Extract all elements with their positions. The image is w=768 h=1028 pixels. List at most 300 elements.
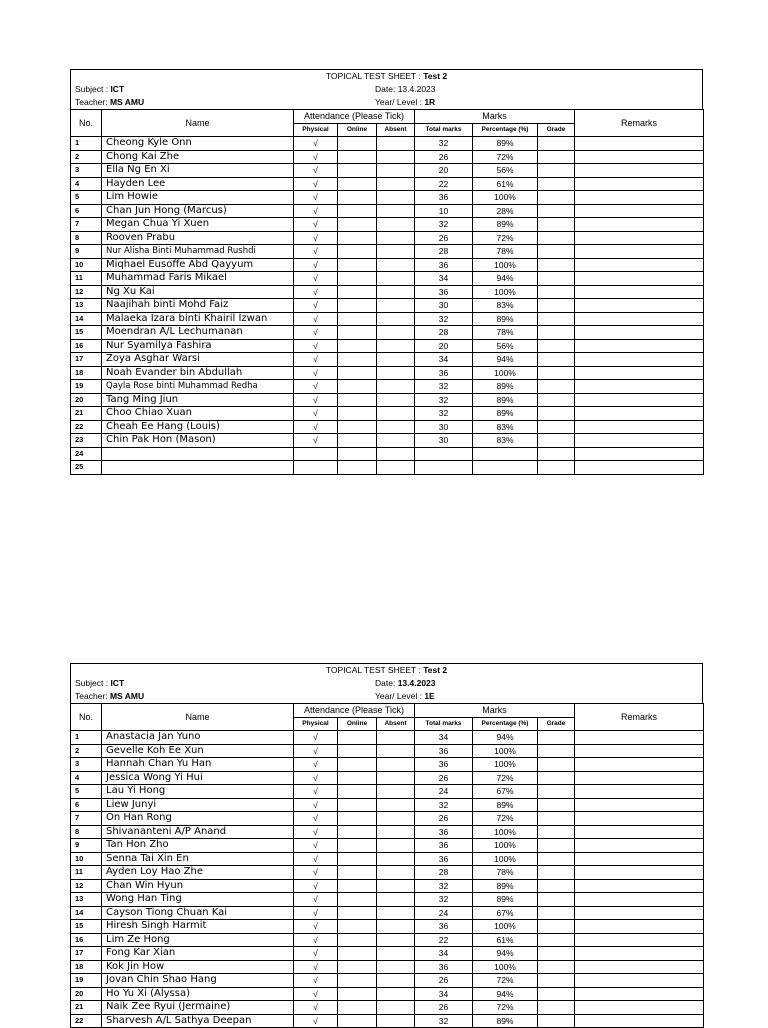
absent-cell[interactable]: [377, 866, 415, 880]
physical-tick[interactable]: √: [294, 731, 338, 745]
physical-tick[interactable]: √: [294, 947, 338, 961]
grade-cell[interactable]: [538, 299, 575, 313]
remarks-cell[interactable]: [575, 231, 704, 245]
student-name[interactable]: Muhammad Faris Mikael: [102, 272, 294, 286]
total-marks-cell[interactable]: 32: [415, 1014, 473, 1028]
total-marks-cell[interactable]: 26: [415, 1001, 473, 1015]
physical-tick[interactable]: √: [294, 933, 338, 947]
online-cell[interactable]: [338, 231, 377, 245]
online-cell[interactable]: [338, 744, 377, 758]
absent-cell[interactable]: [377, 299, 415, 313]
absent-cell[interactable]: [377, 825, 415, 839]
absent-cell[interactable]: [377, 312, 415, 326]
percentage-cell[interactable]: 72%: [473, 1001, 538, 1015]
absent-cell[interactable]: [377, 447, 415, 461]
physical-tick[interactable]: √: [294, 407, 338, 421]
absent-cell[interactable]: [377, 434, 415, 448]
remarks-cell[interactable]: [575, 137, 704, 151]
online-cell[interactable]: [338, 150, 377, 164]
percentage-cell[interactable]: 89%: [473, 137, 538, 151]
student-name[interactable]: Zoya Asghar Warsi: [102, 353, 294, 367]
grade-cell[interactable]: [538, 1001, 575, 1015]
total-marks-cell[interactable]: 36: [415, 366, 473, 380]
absent-cell[interactable]: [377, 393, 415, 407]
percentage-cell[interactable]: 100%: [473, 920, 538, 934]
grade-cell[interactable]: [538, 866, 575, 880]
online-cell[interactable]: [338, 326, 377, 340]
physical-tick[interactable]: √: [294, 906, 338, 920]
student-name[interactable]: Senna Tai Xin En: [102, 852, 294, 866]
percentage-cell[interactable]: 78%: [473, 326, 538, 340]
percentage-cell[interactable]: 94%: [473, 731, 538, 745]
remarks-cell[interactable]: [575, 798, 704, 812]
online-cell[interactable]: [338, 407, 377, 421]
absent-cell[interactable]: [377, 758, 415, 772]
absent-cell[interactable]: [377, 177, 415, 191]
online-cell[interactable]: [338, 285, 377, 299]
online-cell[interactable]: [338, 218, 377, 232]
student-name[interactable]: Naajihah binti Mohd Faiz: [102, 299, 294, 313]
online-cell[interactable]: [338, 933, 377, 947]
physical-tick[interactable]: √: [294, 879, 338, 893]
remarks-cell[interactable]: [575, 312, 704, 326]
physical-tick[interactable]: √: [294, 920, 338, 934]
grade-cell[interactable]: [538, 191, 575, 205]
absent-cell[interactable]: [377, 339, 415, 353]
physical-tick[interactable]: √: [294, 744, 338, 758]
percentage-cell[interactable]: 83%: [473, 434, 538, 448]
online-cell[interactable]: [338, 447, 377, 461]
absent-cell[interactable]: [377, 1014, 415, 1028]
total-marks-cell[interactable]: 20: [415, 339, 473, 353]
absent-cell[interactable]: [377, 420, 415, 434]
remarks-cell[interactable]: [575, 987, 704, 1001]
absent-cell[interactable]: [377, 879, 415, 893]
physical-tick[interactable]: √: [294, 312, 338, 326]
total-marks-cell[interactable]: 36: [415, 191, 473, 205]
grade-cell[interactable]: [538, 771, 575, 785]
grade-cell[interactable]: [538, 366, 575, 380]
percentage-cell[interactable]: 28%: [473, 204, 538, 218]
physical-tick[interactable]: √: [294, 285, 338, 299]
online-cell[interactable]: [338, 258, 377, 272]
remarks-cell[interactable]: [575, 420, 704, 434]
total-marks-cell[interactable]: 36: [415, 852, 473, 866]
student-name[interactable]: Chan Win Hyun: [102, 879, 294, 893]
grade-cell[interactable]: [538, 893, 575, 907]
online-cell[interactable]: [338, 852, 377, 866]
percentage-cell[interactable]: 89%: [473, 393, 538, 407]
remarks-cell[interactable]: [575, 744, 704, 758]
online-cell[interactable]: [338, 758, 377, 772]
total-marks-cell[interactable]: 24: [415, 906, 473, 920]
grade-cell[interactable]: [538, 218, 575, 232]
online-cell[interactable]: [338, 137, 377, 151]
percentage-cell[interactable]: 89%: [473, 879, 538, 893]
total-marks-cell[interactable]: [415, 447, 473, 461]
percentage-cell[interactable]: 94%: [473, 353, 538, 367]
percentage-cell[interactable]: 100%: [473, 258, 538, 272]
physical-tick[interactable]: √: [294, 825, 338, 839]
online-cell[interactable]: [338, 785, 377, 799]
absent-cell[interactable]: [377, 771, 415, 785]
student-name[interactable]: Choo Chiao Xuan: [102, 407, 294, 421]
student-name[interactable]: Megan Chua Yi Xuen: [102, 218, 294, 232]
absent-cell[interactable]: [377, 191, 415, 205]
grade-cell[interactable]: [538, 933, 575, 947]
student-name[interactable]: Rooven Prabu: [102, 231, 294, 245]
grade-cell[interactable]: [538, 947, 575, 961]
grade-cell[interactable]: [538, 231, 575, 245]
online-cell[interactable]: [338, 987, 377, 1001]
online-cell[interactable]: [338, 893, 377, 907]
total-marks-cell[interactable]: 26: [415, 974, 473, 988]
physical-tick[interactable]: √: [294, 798, 338, 812]
total-marks-cell[interactable]: 30: [415, 434, 473, 448]
physical-tick[interactable]: √: [294, 1001, 338, 1015]
absent-cell[interactable]: [377, 258, 415, 272]
percentage-cell[interactable]: 94%: [473, 272, 538, 286]
online-cell[interactable]: [338, 731, 377, 745]
physical-tick[interactable]: √: [294, 960, 338, 974]
total-marks-cell[interactable]: 36: [415, 960, 473, 974]
percentage-cell[interactable]: 94%: [473, 947, 538, 961]
online-cell[interactable]: [338, 245, 377, 259]
physical-tick[interactable]: √: [294, 771, 338, 785]
total-marks-cell[interactable]: 28: [415, 245, 473, 259]
percentage-cell[interactable]: 100%: [473, 960, 538, 974]
physical-tick[interactable]: √: [294, 272, 338, 286]
remarks-cell[interactable]: [575, 339, 704, 353]
absent-cell[interactable]: [377, 974, 415, 988]
grade-cell[interactable]: [538, 177, 575, 191]
absent-cell[interactable]: [377, 920, 415, 934]
percentage-cell[interactable]: 100%: [473, 852, 538, 866]
grade-cell[interactable]: [538, 987, 575, 1001]
total-marks-cell[interactable]: 26: [415, 771, 473, 785]
grade-cell[interactable]: [538, 407, 575, 421]
absent-cell[interactable]: [377, 380, 415, 394]
student-name[interactable]: Lim Howie: [102, 191, 294, 205]
online-cell[interactable]: [338, 353, 377, 367]
physical-tick[interactable]: √: [294, 164, 338, 178]
student-name[interactable]: Ho Yu Xi (Alyssa): [102, 987, 294, 1001]
remarks-cell[interactable]: [575, 947, 704, 961]
remarks-cell[interactable]: [575, 825, 704, 839]
grade-cell[interactable]: [538, 785, 575, 799]
online-cell[interactable]: [338, 798, 377, 812]
grade-cell[interactable]: [538, 245, 575, 259]
remarks-cell[interactable]: [575, 839, 704, 853]
online-cell[interactable]: [338, 191, 377, 205]
physical-tick[interactable]: √: [294, 393, 338, 407]
student-name[interactable]: Cheah Ee Hang (Louis): [102, 420, 294, 434]
total-marks-cell[interactable]: 36: [415, 920, 473, 934]
grade-cell[interactable]: [538, 758, 575, 772]
remarks-cell[interactable]: [575, 393, 704, 407]
total-marks-cell[interactable]: 26: [415, 150, 473, 164]
online-cell[interactable]: [338, 380, 377, 394]
student-name[interactable]: Jovan Chin Shao Hang: [102, 974, 294, 988]
physical-tick[interactable]: √: [294, 1014, 338, 1028]
percentage-cell[interactable]: 89%: [473, 380, 538, 394]
absent-cell[interactable]: [377, 461, 415, 475]
grade-cell[interactable]: [538, 920, 575, 934]
remarks-cell[interactable]: [575, 461, 704, 475]
student-name[interactable]: Cayson Tiong Chuan Kai: [102, 906, 294, 920]
total-marks-cell[interactable]: 32: [415, 798, 473, 812]
physical-tick[interactable]: √: [294, 191, 338, 205]
absent-cell[interactable]: [377, 245, 415, 259]
grade-cell[interactable]: [538, 326, 575, 340]
grade-cell[interactable]: [538, 744, 575, 758]
physical-tick[interactable]: [294, 461, 338, 475]
total-marks-cell[interactable]: 32: [415, 312, 473, 326]
student-name[interactable]: Ng Xu Kai: [102, 285, 294, 299]
percentage-cell[interactable]: 78%: [473, 866, 538, 880]
student-name[interactable]: Miqhael Eusoffe Abd Qayyum: [102, 258, 294, 272]
absent-cell[interactable]: [377, 893, 415, 907]
student-name[interactable]: Liew Junyi: [102, 798, 294, 812]
remarks-cell[interactable]: [575, 204, 704, 218]
total-marks-cell[interactable]: 28: [415, 326, 473, 340]
percentage-cell[interactable]: 83%: [473, 299, 538, 313]
online-cell[interactable]: [338, 393, 377, 407]
remarks-cell[interactable]: [575, 785, 704, 799]
absent-cell[interactable]: [377, 744, 415, 758]
grade-cell[interactable]: [538, 812, 575, 826]
percentage-cell[interactable]: 67%: [473, 785, 538, 799]
remarks-cell[interactable]: [575, 758, 704, 772]
percentage-cell[interactable]: 94%: [473, 987, 538, 1001]
remarks-cell[interactable]: [575, 272, 704, 286]
absent-cell[interactable]: [377, 987, 415, 1001]
absent-cell[interactable]: [377, 366, 415, 380]
online-cell[interactable]: [338, 299, 377, 313]
total-marks-cell[interactable]: 34: [415, 987, 473, 1001]
percentage-cell[interactable]: 72%: [473, 974, 538, 988]
total-marks-cell[interactable]: 26: [415, 231, 473, 245]
physical-tick[interactable]: [294, 447, 338, 461]
total-marks-cell[interactable]: 32: [415, 218, 473, 232]
grade-cell[interactable]: [538, 380, 575, 394]
physical-tick[interactable]: √: [294, 866, 338, 880]
total-marks-cell[interactable]: 32: [415, 893, 473, 907]
online-cell[interactable]: [338, 164, 377, 178]
physical-tick[interactable]: √: [294, 326, 338, 340]
grade-cell[interactable]: [538, 839, 575, 853]
absent-cell[interactable]: [377, 218, 415, 232]
total-marks-cell[interactable]: 34: [415, 731, 473, 745]
total-marks-cell[interactable]: [415, 461, 473, 475]
online-cell[interactable]: [338, 1001, 377, 1015]
absent-cell[interactable]: [377, 272, 415, 286]
grade-cell[interactable]: [538, 731, 575, 745]
physical-tick[interactable]: √: [294, 987, 338, 1001]
student-name[interactable]: Lim Ze Hong: [102, 933, 294, 947]
online-cell[interactable]: [338, 272, 377, 286]
remarks-cell[interactable]: [575, 177, 704, 191]
total-marks-cell[interactable]: 32: [415, 407, 473, 421]
grade-cell[interactable]: [538, 798, 575, 812]
student-name[interactable]: Cheong Kyle Onn: [102, 137, 294, 151]
remarks-cell[interactable]: [575, 434, 704, 448]
physical-tick[interactable]: √: [294, 380, 338, 394]
remarks-cell[interactable]: [575, 879, 704, 893]
remarks-cell[interactable]: [575, 164, 704, 178]
percentage-cell[interactable]: 72%: [473, 771, 538, 785]
student-name[interactable]: Nur Alisha Binti Muhammad Rushdi: [102, 245, 294, 259]
percentage-cell[interactable]: 89%: [473, 893, 538, 907]
online-cell[interactable]: [338, 839, 377, 853]
total-marks-cell[interactable]: 32: [415, 879, 473, 893]
online-cell[interactable]: [338, 866, 377, 880]
absent-cell[interactable]: [377, 231, 415, 245]
remarks-cell[interactable]: [575, 245, 704, 259]
absent-cell[interactable]: [377, 906, 415, 920]
student-name[interactable]: Wong Han Ting: [102, 893, 294, 907]
online-cell[interactable]: [338, 177, 377, 191]
percentage-cell[interactable]: 67%: [473, 906, 538, 920]
percentage-cell[interactable]: [473, 461, 538, 475]
physical-tick[interactable]: √: [294, 852, 338, 866]
absent-cell[interactable]: [377, 353, 415, 367]
total-marks-cell[interactable]: 22: [415, 933, 473, 947]
student-name[interactable]: Chong Kai Zhe: [102, 150, 294, 164]
grade-cell[interactable]: [538, 461, 575, 475]
physical-tick[interactable]: √: [294, 150, 338, 164]
online-cell[interactable]: [338, 420, 377, 434]
total-marks-cell[interactable]: 36: [415, 825, 473, 839]
remarks-cell[interactable]: [575, 731, 704, 745]
grade-cell[interactable]: [538, 852, 575, 866]
student-name[interactable]: Hannah Chan Yu Han: [102, 758, 294, 772]
student-name[interactable]: Fong Kar Xian: [102, 947, 294, 961]
remarks-cell[interactable]: [575, 366, 704, 380]
online-cell[interactable]: [338, 974, 377, 988]
student-name[interactable]: On Han Rong: [102, 812, 294, 826]
grade-cell[interactable]: [538, 393, 575, 407]
total-marks-cell[interactable]: 26: [415, 812, 473, 826]
total-marks-cell[interactable]: 36: [415, 758, 473, 772]
total-marks-cell[interactable]: 22: [415, 177, 473, 191]
online-cell[interactable]: [338, 906, 377, 920]
remarks-cell[interactable]: [575, 299, 704, 313]
absent-cell[interactable]: [377, 150, 415, 164]
total-marks-cell[interactable]: 34: [415, 353, 473, 367]
remarks-cell[interactable]: [575, 326, 704, 340]
total-marks-cell[interactable]: 32: [415, 393, 473, 407]
grade-cell[interactable]: [538, 164, 575, 178]
student-name[interactable]: Hayden Lee: [102, 177, 294, 191]
percentage-cell[interactable]: 100%: [473, 366, 538, 380]
total-marks-cell[interactable]: 24: [415, 785, 473, 799]
absent-cell[interactable]: [377, 947, 415, 961]
student-name[interactable]: Tan Hon Zho: [102, 839, 294, 853]
absent-cell[interactable]: [377, 839, 415, 853]
online-cell[interactable]: [338, 960, 377, 974]
absent-cell[interactable]: [377, 326, 415, 340]
physical-tick[interactable]: √: [294, 177, 338, 191]
physical-tick[interactable]: √: [294, 218, 338, 232]
student-name[interactable]: Ayden Loy Hao Zhe: [102, 866, 294, 880]
remarks-cell[interactable]: [575, 852, 704, 866]
student-name[interactable]: Chin Pak Hon (Mason): [102, 434, 294, 448]
percentage-cell[interactable]: 100%: [473, 758, 538, 772]
grade-cell[interactable]: [538, 353, 575, 367]
remarks-cell[interactable]: [575, 974, 704, 988]
remarks-cell[interactable]: [575, 258, 704, 272]
student-name[interactable]: Jessica Wong Yi Hui: [102, 771, 294, 785]
student-name[interactable]: Hiresh Singh Harmit: [102, 920, 294, 934]
absent-cell[interactable]: [377, 812, 415, 826]
physical-tick[interactable]: √: [294, 258, 338, 272]
grade-cell[interactable]: [538, 960, 575, 974]
percentage-cell[interactable]: 89%: [473, 407, 538, 421]
remarks-cell[interactable]: [575, 771, 704, 785]
online-cell[interactable]: [338, 920, 377, 934]
percentage-cell[interactable]: 100%: [473, 839, 538, 853]
total-marks-cell[interactable]: 36: [415, 839, 473, 853]
absent-cell[interactable]: [377, 1001, 415, 1015]
total-marks-cell[interactable]: 36: [415, 258, 473, 272]
physical-tick[interactable]: √: [294, 137, 338, 151]
percentage-cell[interactable]: 61%: [473, 933, 538, 947]
remarks-cell[interactable]: [575, 407, 704, 421]
remarks-cell[interactable]: [575, 1014, 704, 1028]
grade-cell[interactable]: [538, 150, 575, 164]
percentage-cell[interactable]: 100%: [473, 191, 538, 205]
student-name[interactable]: Noah Evander bin Abdullah: [102, 366, 294, 380]
absent-cell[interactable]: [377, 960, 415, 974]
physical-tick[interactable]: √: [294, 974, 338, 988]
grade-cell[interactable]: [538, 879, 575, 893]
physical-tick[interactable]: √: [294, 785, 338, 799]
online-cell[interactable]: [338, 771, 377, 785]
remarks-cell[interactable]: [575, 812, 704, 826]
physical-tick[interactable]: √: [294, 420, 338, 434]
remarks-cell[interactable]: [575, 906, 704, 920]
total-marks-cell[interactable]: 34: [415, 947, 473, 961]
absent-cell[interactable]: [377, 933, 415, 947]
remarks-cell[interactable]: [575, 893, 704, 907]
remarks-cell[interactable]: [575, 353, 704, 367]
physical-tick[interactable]: √: [294, 893, 338, 907]
percentage-cell[interactable]: 56%: [473, 339, 538, 353]
online-cell[interactable]: [338, 1014, 377, 1028]
grade-cell[interactable]: [538, 906, 575, 920]
student-name[interactable]: Malaeka Izara binti Khairil Izwan: [102, 312, 294, 326]
physical-tick[interactable]: √: [294, 758, 338, 772]
student-name[interactable]: Sharvesh A/L Sathya Deepan: [102, 1014, 294, 1028]
online-cell[interactable]: [338, 825, 377, 839]
online-cell[interactable]: [338, 312, 377, 326]
remarks-cell[interactable]: [575, 191, 704, 205]
absent-cell[interactable]: [377, 204, 415, 218]
percentage-cell[interactable]: 89%: [473, 312, 538, 326]
physical-tick[interactable]: √: [294, 231, 338, 245]
remarks-cell[interactable]: [575, 380, 704, 394]
absent-cell[interactable]: [377, 285, 415, 299]
grade-cell[interactable]: [538, 258, 575, 272]
student-name[interactable]: Qayla Rose binti Muhammad Redha: [102, 380, 294, 394]
online-cell[interactable]: [338, 812, 377, 826]
grade-cell[interactable]: [538, 825, 575, 839]
online-cell[interactable]: [338, 879, 377, 893]
percentage-cell[interactable]: [473, 447, 538, 461]
percentage-cell[interactable]: 61%: [473, 177, 538, 191]
grade-cell[interactable]: [538, 272, 575, 286]
